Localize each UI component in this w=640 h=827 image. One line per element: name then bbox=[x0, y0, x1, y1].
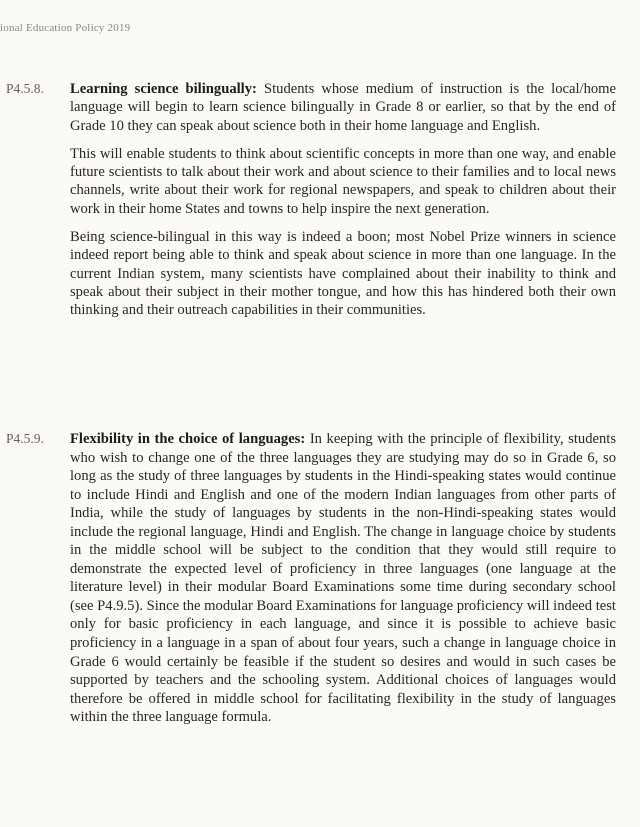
paragraph bbox=[70, 80, 616, 135]
running-header: ional Education Policy 2019 bbox=[0, 22, 131, 34]
section-number: P4.5.9. bbox=[6, 431, 44, 446]
paragraph bbox=[70, 430, 616, 727]
paragraph: Being science-bilingual in this way is indeed a boon; most Nobel Prize winners in science indeed report being able to think and speak about science in more than one language. In the current Indian system, many scientists have complained about their inability to think and speak about their subject in their mother tongue, and how this has hindered both their own thinking and their outreach capabilities in their communities. bbox=[70, 229, 616, 319]
section-heading: Learning science bilingually: bbox=[70, 81, 257, 97]
section-body bbox=[70, 430, 616, 737]
paragraph: This will enable students to think about scientific concepts in more than one way, and enable future scientists to talk about their work and about science to their families and to local news channels, write about their work for regional newspapers, and speak to children about their work in their home States and towns to help inspire the next generation. bbox=[70, 145, 616, 217]
section-body bbox=[70, 80, 616, 330]
section-heading: Flexibility in the choice of languages: bbox=[70, 431, 306, 447]
section-number: P4.5.8. bbox=[6, 81, 44, 96]
paragraph-text: In keeping with the principle of flexibility, students who wish to change one of the three languages they are studying may do so in Grade 6, so long as the study of three languages by students in the Hindi-speaking states would continue to include Hindi and English and one of the modern Indian languages from other parts of India, while the study of languages by students in the non-Hindi-speaking states would include the regional language, Hindi and English. The change in language choice by students in the middle school will be subject to the condition that they would still require to demonstrate the expected level of proficiency in three languages (one language at the literature level) in their modular Board Examinations some time during secondary school (see P4.9.5). Since the modular Board Examinations for language proficiency will indeed test only for basic proficiency in each language, and since it is possible to achieve basic proficiency in a language in a span of about four years, such a change in language choice in Grade 6 would certainly be feasible if the student so desires and would in such cases be supported by teachers and the schooling system. Additional choices of languages would therefore be offered in middle school for facilitating flexibility in the study of languages within the three language formula. bbox=[70, 431, 616, 726]
paragraph-text: Students whose medium of instruction is the local/home language will begin to learn science bilingually in Grade 8 or earlier, so that by the end of Grade 10 they can speak about science both in their home language and English. bbox=[70, 81, 616, 134]
